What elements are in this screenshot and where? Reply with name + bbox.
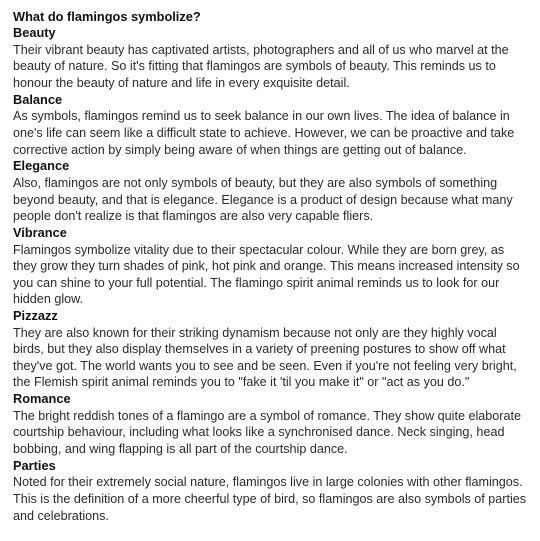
section-heading: Balance bbox=[13, 91, 63, 107]
section-paragraph: Their vibrant beauty has captivated artists, photographers and all of us who marvel at the beauty of nature. So it's fitting that flamingos are symbols of beauty. This reminds us to honour the beauty of nature and life in every exquisite detail. bbox=[13, 42, 509, 90]
section-heading: Vibrance bbox=[13, 224, 67, 240]
section-heading: Elegance bbox=[13, 158, 70, 174]
section-paragraph: They are also known for their striking dynamism because not only are they highly vocal birds, but they also display themselves in a variety of preening postures to show off what they've got. The world wants you to see and be seen. Even if you're not feeling very bright, the Flemish spirit animal reminds you to "fake it 'til you make it" or "act as you do." bbox=[13, 325, 517, 390]
section-paragraph: Also, flamingos are not only symbols of beauty, but they are also symbols of something beyond beauty, and that is elegance. Elegance is a product of design because what many people don't realize is that flamingos are also very capable fliers. bbox=[13, 175, 513, 224]
section-elegance bbox=[13, 158, 530, 225]
section-paragraph: Noted for their extremely social nature, flamingos live in large colonies with other flamingos. This is the definition of a more cheerful type of bird, so flamingos are also symbols of parties and celebrations. bbox=[13, 475, 527, 523]
section-heading: Beauty bbox=[13, 25, 56, 40]
section-balance bbox=[13, 92, 530, 159]
section-parties bbox=[13, 458, 530, 525]
section-beauty bbox=[13, 25, 530, 92]
section-pizzazz bbox=[13, 308, 530, 391]
section-heading: Romance bbox=[13, 391, 71, 407]
section-paragraph: As symbols, flamingos remind us to seek balance in our own lives. The idea of balance in one's life can seem like a difficult state to achieve. However, we can be proactive and take corrective action by simply being aware of when things are getting out of balance. bbox=[13, 109, 515, 157]
page-title: What do flamingos symbolize? bbox=[13, 9, 201, 24]
section-romance bbox=[13, 391, 530, 458]
section-vibrance bbox=[13, 225, 530, 308]
section-paragraph: Flamingos symbolize vitality due to their spectacular colour. While they are born grey, as they grow they turn shades of pink, hot pink and orange. This means increased intensity so you can shine to your full potential. The flamingo spirit animal reminds us to look for our hidden glow. bbox=[13, 242, 520, 307]
section-heading: Pizzazz bbox=[13, 307, 58, 323]
section-heading: Parties bbox=[13, 457, 56, 473]
section-paragraph: The bright reddish tones of a flamingo are a symbol of romance. They show quite elaborate courtship behaviour, including what looks like a synchronised dance. Neck singing, head bobbing, and wing flapping is all part of the courtship dance. bbox=[13, 408, 521, 457]
